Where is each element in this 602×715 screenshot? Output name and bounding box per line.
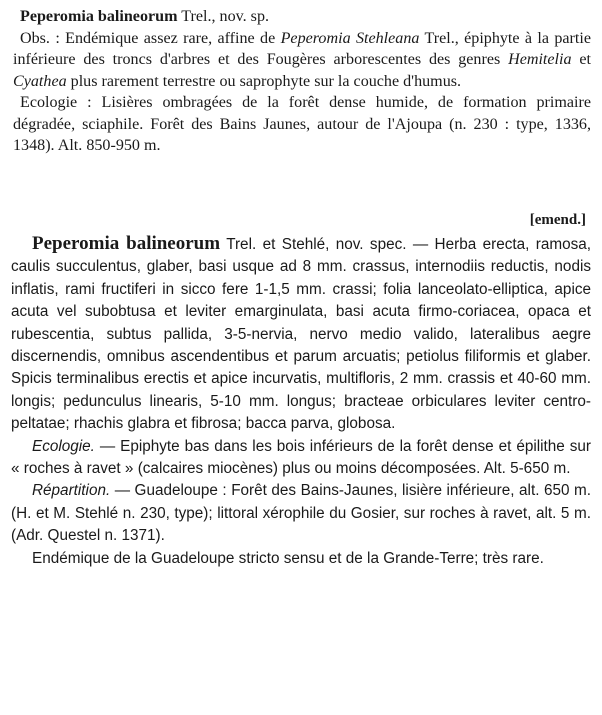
repartition-paragraph xyxy=(11,480,591,547)
genus-hemitelia: Hemitelia xyxy=(508,51,572,68)
description-paragraph xyxy=(11,233,591,436)
obs-text: : Endémique assez rare, affine de xyxy=(49,29,281,47)
obs-text: plus rarement terrestre ou saprophyte sur la couche d'humus. xyxy=(66,72,462,90)
ecologie-paragraph xyxy=(13,92,591,157)
first-entry xyxy=(13,6,591,157)
obs-text: et xyxy=(571,51,592,68)
ecologie-text: — Epiphyte bas dans les bois inférieurs de la forêt dense et épilithe sur « roches à ravet » (calcaires miocènes) plus ou moins décomposées. Alt. 5-650 m. xyxy=(11,437,591,478)
endemic-paragraph: Endémique de la Guadeloupe stricto sensu et de la Grande-Terre; très rare. xyxy=(32,549,544,567)
ecologie-label: Ecologie xyxy=(20,94,78,111)
obs-text: Trel., épiphyte à la partie inférieure des troncs d'arbres et des Fougères arborescentes des genres xyxy=(13,29,591,68)
latin-description: Trel. et Stehlé, nov. spec. — Herba erecta, ramosa, caulis succulentus, glaber, basi usque ad 8 mm. crassus, internodiis reductis, nodis inflatis, rami fructiferi in sicco fere 1-1,5 mm. crassi; folia lanceolato-elliptica, apice acuta vel subobtusa et leviter emarginulata, basi acuta firmo-coriacea, opaca et rubescentia, subtus pallida, 3-5-nervia, nervo medio valido, lateralibus aegre discernendis, omnibus ascendentibus et parum arcuatis; petiolus filiformis et glaber. Spicis terminalibus erectis et apice incurvatis, multifloris, 2 mm. crassis et 40-60 mm. longis; pedunculus linearis, 5-10 mm. longus; bracteae orbiculares leviter centro-peltatae; rhachis glabra et fibrosa; bacca parva, globosa. xyxy=(11,236,592,433)
obs-paragraph xyxy=(13,28,591,93)
first-entry-heading xyxy=(20,6,591,28)
repartition-text: — Guadeloupe : Forêt des Bains-Jaunes, lisière inférieure, alt. 650 m. (H. et M. Stehlé n. 230, type); littoral xérophile du Gosier, sur roches à ravet, alt. 5 m. (Adr. Questel n. 1371). xyxy=(11,482,591,545)
species-name: Peperomia balineorum xyxy=(20,8,178,25)
ecologie-paragraph xyxy=(11,436,591,481)
genus-cyathea: Cyathea xyxy=(13,72,67,90)
emend-tag: [emend.] xyxy=(529,212,586,228)
ecologie-label: Ecologie. xyxy=(32,437,95,455)
second-entry xyxy=(11,233,591,570)
ecologie-text: : Lisières ombragées de la forêt dense humide, de formation primaire dégradée, sciaphile. Forêt des Bains Jaunes, autour de l'Ajoupa (n. 230 : type, 1336, 1348). Alt. 850-950 m. xyxy=(13,94,591,154)
repartition-label: Répartition. xyxy=(32,482,111,500)
species-authority: Trel., nov. sp. xyxy=(177,8,270,25)
species-name-bold: Peperomia balineorum xyxy=(32,233,221,254)
obs-species: Peperomia Stehleana xyxy=(280,29,420,47)
obs-label: Obs. xyxy=(20,29,50,47)
